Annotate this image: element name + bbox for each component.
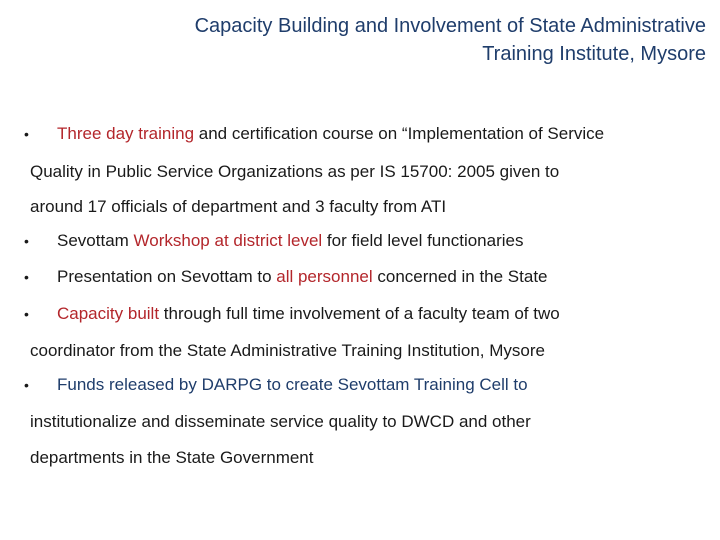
item-4-line-1 (57, 304, 560, 324)
item-5-line-2: institutionalize and disseminate service quality to DWCD and other (30, 412, 531, 431)
item-3-text-pre: Presentation on Sevottam to (57, 267, 277, 286)
item-1-highlight: Three day training (57, 124, 195, 143)
bullet-icon: • (24, 377, 29, 393)
item-2-highlight: Workshop at district level (133, 231, 323, 250)
item-4-line-2: coordinator from the State Administrative Training Institution, Mysore (30, 341, 545, 360)
item-3 (57, 267, 548, 287)
item-4-text-pre: Capacity (57, 304, 128, 323)
item-2-text-post: for field level functionaries (322, 231, 524, 250)
item-4-line-1-text: through full time involvement of a faculty team of two (159, 304, 560, 323)
bullet-icon: • (24, 269, 29, 285)
item-5-line-1 (57, 375, 528, 395)
slide-title-line-2: Training Institute, Mysore (482, 43, 706, 65)
item-5-line-1-text: released by DARPG to create Sevottam Training Cell to (104, 375, 528, 394)
item-1-line-2: Quality in Public Service Organizations as per IS 15700: 2005 given to (30, 162, 560, 181)
item-1-line-1 (57, 124, 604, 144)
slide-title-line-1: Capacity Building and Involvement of State Administrative (194, 15, 706, 37)
bullet-icon: • (24, 233, 29, 249)
bullet-icon: • (24, 306, 29, 322)
item-1-line-1-text: and certification course on “Implementation of Service (194, 124, 605, 143)
item-2 (57, 231, 523, 251)
bullet-icon: • (24, 126, 29, 142)
item-5-line-3: departments in the State Government (30, 448, 314, 467)
item-4-highlight: built (127, 304, 160, 323)
item-3-highlight: all personnel (276, 267, 373, 286)
item-3-text-post: concerned in the State (372, 267, 548, 286)
item-1-line-3: around 17 officials of department and 3 faculty from ATI (30, 197, 447, 216)
item-2-text-pre: Sevottam (57, 231, 134, 250)
item-5-highlight: Funds (57, 375, 105, 394)
